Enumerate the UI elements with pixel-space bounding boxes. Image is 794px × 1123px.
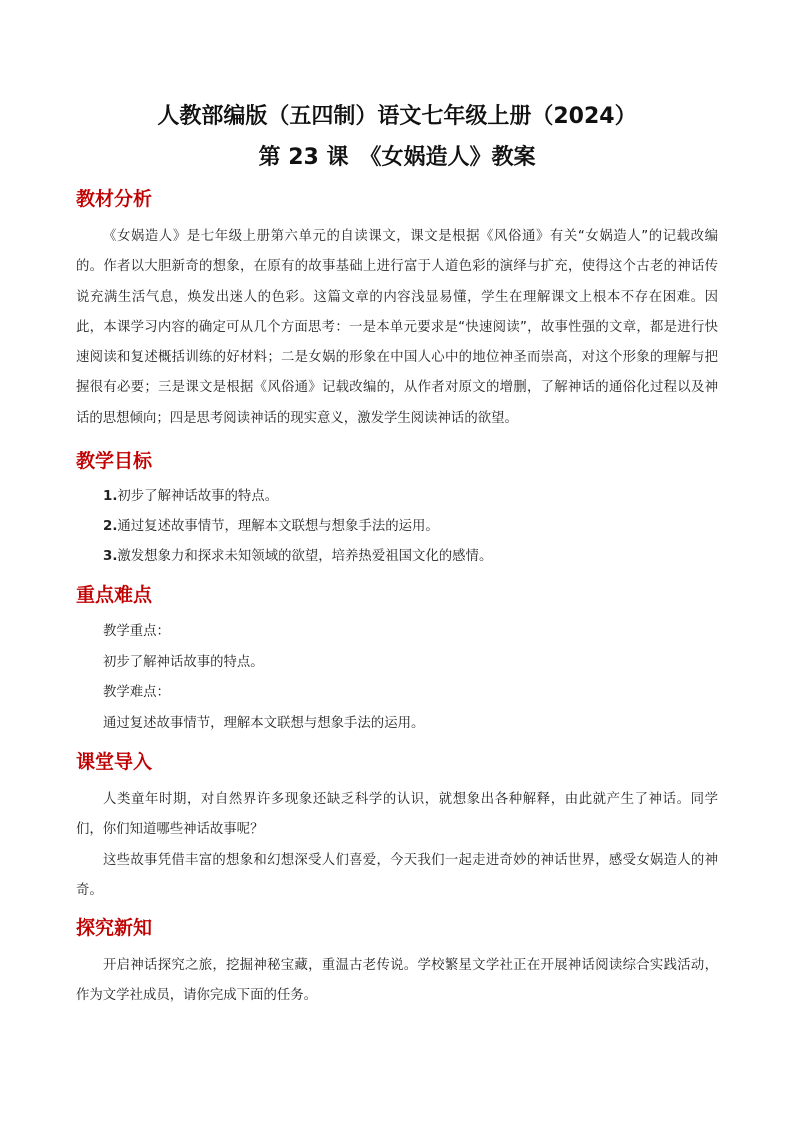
key-point-label: 教学重点： (103, 624, 170, 639)
lesson-title: 第 23 课 《女娲造人》教案 (258, 145, 536, 170)
goal-text: 激发想象力和探求未知领域的欲望，培养热爱祖国文化的感情。 (117, 549, 493, 564)
key-point-text: 初步了解神话故事的特点。 (103, 655, 264, 670)
goal-item-2 (103, 516, 718, 538)
goal-item-1 (103, 486, 718, 508)
difficulty-label: 教学难点： (103, 685, 170, 700)
section-heading-teaching-goals: 教学目标 (76, 450, 153, 472)
goal-number: 3. (103, 549, 118, 564)
document-title: 人教部编版（五四制）语文七年级上册（2024） (157, 104, 637, 129)
goal-text: 通过复述故事情节，理解本文联想与想象手法的运用。 (117, 519, 439, 534)
class-intro-paragraph-1: 人类童年时期，对自然界许多现象还缺乏科学的认识，就想象出各种解释，由此就产生了神话。同学们，你们知道哪些神话故事呢？ (76, 792, 718, 838)
explore-paragraph: 开启神话探究之旅，挖掘神秘宝藏，重温古老传说。学校繁星文学社正在开展神话阅读综合实践活动，作为文学社成员，请你完成下面的任务。 (76, 958, 718, 1004)
section-heading-explore: 探究新知 (76, 917, 153, 939)
difficulty-text: 通过复述故事情节，理解本文联想与想象手法的运用。 (103, 716, 425, 731)
section-heading-class-intro: 课堂导入 (76, 751, 153, 773)
goal-item-3 (103, 546, 718, 568)
section-heading-textbook-analysis: 教材分析 (76, 188, 153, 210)
textbook-analysis-paragraph: 《女娲造人》是七年级上册第六单元的自读课文，课文是根据《风俗通》有关“女娲造人”的记载改编的。作者以大胆新奇的想象，在原有的故事基础上进行富于人道色彩的演绎与扩充，使得这个古老的神话传说充满生活气息，焕发出迷人的色彩。这篇文章的内容浅显易懂，学生在理解课文上根本不存在困难。因此，本课学习内容的确定可从几个方面思考：一是本单元要求是“快速阅读”，故事性强的文章，都是进行快速阅读和复述概括训练的好材料；二是女娲的形象在中国人心中的地位神圣而崇高，对这个形象的理解与把握很有必要；三是课文是根据《风俗通》记载改编的，从作者对原文的增删，了解神话的通俗化过程以及神话的思想倾向；四是思考阅读神话的现实意义，激发学生阅读神话的欲望。 (76, 229, 718, 426)
goal-number: 2. (103, 519, 118, 534)
goal-number: 1. (103, 489, 118, 504)
goal-text: 初步了解神话故事的特点。 (117, 489, 279, 504)
class-intro-paragraph-2: 这些故事凭借丰富的想象和幻想深受人们喜爱，今天我们一起走进奇妙的神话世界，感受女娲造人的神奇。 (76, 853, 718, 899)
section-heading-key-points: 重点难点 (76, 584, 153, 606)
